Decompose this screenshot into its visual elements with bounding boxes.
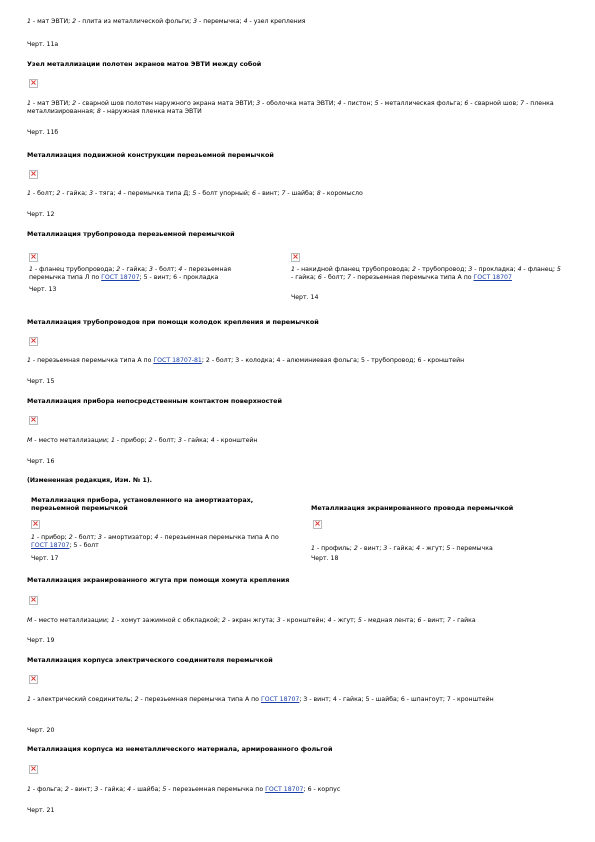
item-text: - винт; [421,617,447,624]
heading-connector-metallization: Металлизация корпуса электрического соединителя перемычкой [27,656,273,664]
item-text: - жгут; [420,545,447,552]
item-text: - винт; [357,545,384,552]
item-text: - болт [77,541,99,549]
item-number: 3 [276,617,281,624]
caption-21 [27,786,340,794]
item-text: - гайка; [60,190,90,197]
item-number: 2 [116,266,121,273]
broken-image-icon [29,596,38,605]
heading-mat-metallization: Узел металлизации полотен экранов матов ЭВТИ между собой [27,60,262,68]
item-text: ; [201,357,206,364]
item-number: 6 [464,100,469,107]
gost-link-13[interactable]: ГОСТ 18707 [101,273,140,281]
caption-17 [31,534,297,550]
chart-label-18: Черт. 18 [311,555,339,562]
item-text: 5 [361,357,365,364]
item-text: - перезьемная перемычка типа А по [138,696,261,703]
item-text: - гайка; [387,545,417,552]
item-text: - винт; [147,273,174,281]
item-text: - алюминиевая фольга; [280,357,362,364]
caption-11b [27,100,572,116]
heading-pipe-metallization: Металлизация трубопровода перезьемной перемычкой [27,230,235,238]
heading-clamp-metallization: Металлизация трубопроводов при помощи колодок крепления и перемычкой [27,318,319,326]
item-text: 6 [400,696,405,703]
item-text: - сварной шов; [468,100,521,107]
item-text: ; [139,273,144,281]
item-number: 7 [347,273,352,281]
item-text: - перемычка [450,545,493,552]
item-text: - болт; [30,190,57,197]
item-text: - кронштейн [450,696,494,703]
item-text: 5 [143,273,148,281]
item-text: - узел крепления [247,18,306,25]
item-text: - прокладка; [472,266,518,273]
caption-18 [311,545,493,553]
item-number: 1 [27,18,31,25]
item-number: 6 [251,190,256,197]
item-text: - прибор; [114,437,149,444]
item-text: - болт; [152,437,178,444]
item-number: 7 [446,617,451,624]
item-number: 3 [98,534,102,541]
broken-image-icon [29,253,38,262]
chart-label-15: Черт. 15 [27,378,55,385]
item-number: 2 [64,786,69,793]
chart-label-20: Черт. 20 [27,727,55,734]
item-number: 1 [31,534,35,541]
item-number: 8 [316,190,321,197]
caption-13 [29,266,269,282]
item-number: 2 [411,266,416,273]
item-text: 6 [307,786,312,793]
item-text: - болт упорный; [196,190,252,197]
item-text: - электрический соединитель; [30,696,135,703]
chart-label-13: Черт. 13 [29,286,57,293]
item-number: 1 [311,545,315,552]
item-number: 3 [193,18,198,25]
item-text: - винт; [255,190,282,197]
item-number: 4 [178,266,183,273]
caption-15 [27,357,464,365]
item-number: 4 [337,100,342,107]
caption-14 [291,266,561,282]
item-text: - перезьемная перемычка по [166,786,266,793]
item-text: 6 [173,273,178,281]
item-text: - кронштейн [214,437,258,444]
item-text: - колодка; [239,357,277,364]
item-number: 2 [72,100,77,107]
item-text: - место металлизации; [32,437,111,444]
item-number: 2 [134,696,139,703]
item-text: 5 [73,541,78,549]
item-text: - коромысло [320,190,363,197]
item-number: 6 [317,273,322,281]
item-text: - шайба; [131,786,163,793]
item-text: - плита из металлической фольги; [76,18,194,25]
item-text: - хомут зажимной с обкладкой; [114,617,222,624]
caption-16 [27,437,257,445]
item-number: 2 [148,437,153,444]
item-text: - шайба; [369,696,401,703]
item-text: - место металлизации; [32,617,111,624]
item-number: 3 [468,266,473,273]
item-number: 2 [353,545,358,552]
item-number: 3 [89,190,94,197]
item-text: - гайка; [120,266,150,273]
item-number: 1 [27,357,31,364]
gost-link-21[interactable]: ГОСТ 18707 [265,786,304,793]
item-number: 4 [117,190,122,197]
broken-image-icon [29,79,38,88]
item-text: - перезьемная перемычка типа А по [30,357,154,364]
heading-device-metallization: Металлизация прибора непосредственным контактом поверхностей [27,397,282,405]
item-number: 5 [162,786,167,793]
caption-19 [27,617,476,625]
item-text: 7 [446,696,451,703]
item-text: - болт; [321,273,348,281]
broken-image-icon [29,416,38,425]
item-text: - гайка; [291,273,318,281]
item-text: - винт; [307,696,333,703]
gost-link-20[interactable]: ГОСТ 18707 [260,696,300,703]
item-text: - накидной фланец трубопровода; [294,266,412,273]
item-text: - пистон; [341,100,375,107]
item-number: 2 [221,617,226,624]
item-number: 1 [291,266,295,273]
item-text: - наружная пленка мата ЭВТИ [100,107,202,115]
item-text: - гайка; [181,437,211,444]
item-number: 1 [27,696,31,703]
heading-wire-metallization: Металлизация экранированного провода перемычкой [311,504,514,512]
caption-12 [27,190,363,198]
item-text: - оболочка мата ЭВТИ; [260,100,338,107]
chart-label-12: Черт. 12 [27,211,55,218]
item-text: - пленка металлизированная; [27,100,554,115]
item-number: 1 [110,617,115,624]
item-text: - болт; [72,534,99,541]
broken-image-icon [29,675,38,684]
item-text: 3 [235,357,240,364]
gost-link-14[interactable]: ГОСТ 18707 [473,273,512,281]
item-text: - перезьемная перемычка типа Л по [29,266,232,281]
broken-image-icon [313,520,322,529]
item-number: 3 [256,100,261,107]
item-number: 5 [446,545,451,552]
broken-image-icon [29,170,38,179]
heading-harness-metallization: Металлизация экранированного жгута при помощи хомута крепления [27,576,290,584]
item-number: М [27,617,33,624]
item-text: - перезьемная перемычка типа А по [158,534,279,541]
item-text: - профиль; [314,545,354,552]
item-number: М [27,437,33,444]
item-number: 1 [110,437,115,444]
item-text: - шпангоут; [404,696,447,703]
item-number: 2 [56,190,61,197]
item-text: - винт; [68,786,95,793]
item-number: 7 [520,100,525,107]
heading-shock-metallization: Металлизация прибора, установленного на амортизаторах, перезьемной перемычкой [31,496,254,512]
item-number: 2 [72,18,77,25]
item-text: - болт; [209,357,236,364]
item-number: 6 [417,617,422,624]
item-text: - фольга; [30,786,65,793]
item-number: 7 [281,190,286,197]
item-text: 4 [332,696,337,703]
item-text: - трубопровод; [364,357,418,364]
chart-label-17: Черт. 17 [31,555,59,562]
item-text: - гайка; [336,696,366,703]
chart-label-21: Черт. 21 [27,807,55,814]
item-number: 4 [127,786,132,793]
item-text: - мат ЭВТИ; [30,100,73,107]
item-text: - прокладка [177,273,219,281]
item-number: 1 [27,190,31,197]
item-text: - прибор; [34,534,69,541]
item-text: 5 [365,696,370,703]
item-text: 6 [417,357,422,364]
item-text: - корпус [311,786,341,793]
item-text: - медная лента; [361,617,418,624]
item-number: 5 [374,100,379,107]
item-text: ; [303,786,308,793]
item-text: - фланец трубопровода; [32,266,117,273]
item-number: 3 [94,786,99,793]
item-text: - перемычка; [197,18,244,25]
item-text: - гайка; [98,786,128,793]
item-number: 4 [243,18,248,25]
item-number: 4 [517,266,522,273]
item-text: 2 [205,357,210,364]
item-number: 5 [556,266,561,273]
item-text: - кронштейн; [280,617,328,624]
item-number: 4 [154,534,159,541]
item-number: 5 [192,190,197,197]
broken-image-icon [29,337,38,346]
chart-label-16: Черт. 16 [27,458,55,465]
item-text: - амортизатор; [101,534,155,541]
broken-image-icon [29,765,38,774]
chart-label-11b: Черт. 11б [27,129,59,136]
item-text: - жгут; [331,617,358,624]
item-text: - металлическая фольга; [378,100,465,107]
chart-label-14: Черт. 14 [291,294,319,301]
item-text: - перемычка типа Д; [121,190,193,197]
chart-label-11a: Черт. 11а [27,41,59,48]
item-text: 4 [276,357,281,364]
item-text: - гайка [450,617,476,624]
heading-body-metallization: Металлизация корпуса из неметаллического материала, армированного фольгой [27,745,333,753]
broken-image-icon [31,520,40,529]
item-number: 4 [416,545,420,552]
item-text: - экран жгута; [225,617,277,624]
item-number: 1 [27,786,31,793]
item-text: ; [69,541,74,549]
item-text: - трубопровод; [415,266,469,273]
item-number: 1 [27,100,31,107]
item-number: 4 [327,617,332,624]
gost-link-15[interactable]: ГОСТ 18707-81 [153,357,202,364]
item-number: 8 [96,107,101,115]
item-number: 5 [357,617,362,624]
item-text: - фланец; [521,266,557,273]
item-text: - перезьемная перемычка типа А по [351,273,474,281]
item-text: ; [299,696,304,703]
item-number: 1 [29,266,33,273]
item-text: - тяга; [93,190,118,197]
item-text: - сварной шов полотен наружного экрана мата ЭВТИ; [76,100,257,107]
item-text: 3 [303,696,308,703]
item-text: - кронштейн [421,357,465,364]
item-text: - мат ЭВТИ; [30,18,73,25]
edition-note: (Измененная редакция, Изм. № 1). [27,477,152,484]
gost-link-17[interactable]: ГОСТ 18707 [31,541,70,549]
item-text: - болт; [152,266,179,273]
item-number: 4 [210,437,215,444]
item-number: 3 [383,545,388,552]
item-text: - шайба; [285,190,317,197]
caption-20 [27,696,547,704]
heading-hinge-metallization: Металлизация подвижной конструкции перезьемной перемычкой [27,151,274,159]
item-number: 3 [177,437,182,444]
caption-11a [27,18,305,26]
item-number: 3 [149,266,153,273]
item-number: 2 [68,534,73,541]
broken-image-icon [291,253,300,262]
chart-label-19: Черт. 19 [27,637,55,644]
